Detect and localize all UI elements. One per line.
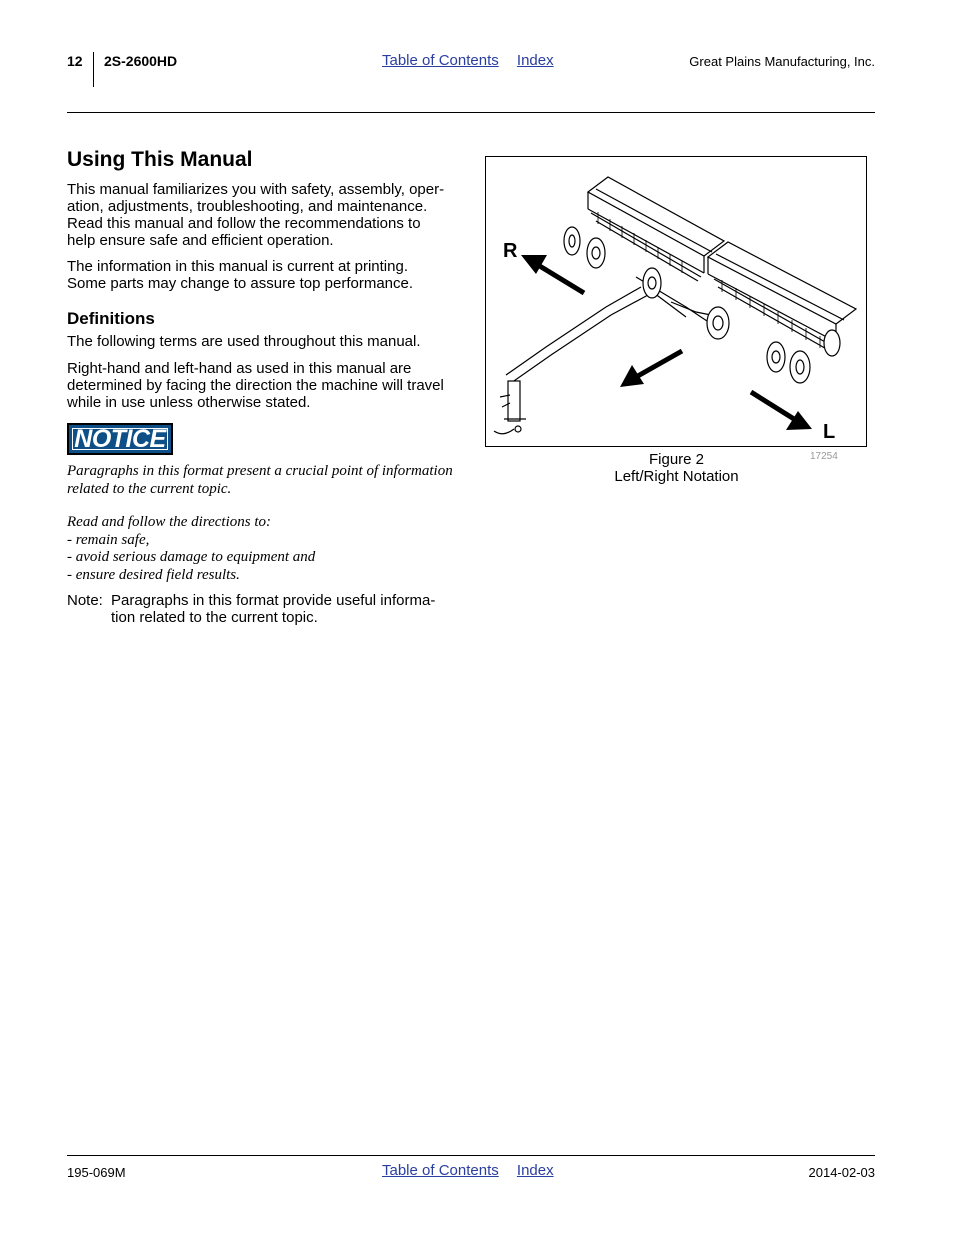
- footer-index-link[interactable]: Index: [516, 1162, 554, 1179]
- drill-illustration: [486, 157, 866, 446]
- notice-line: related to the current topic.: [67, 480, 232, 497]
- notice-line: Paragraphs in this format present a crucial point of information: [67, 463, 453, 479]
- header-divider: [93, 52, 94, 87]
- handedness-paragraph: [67, 360, 459, 411]
- handedness-line: Right-hand and left-hand as used in this manual are: [67, 360, 412, 377]
- intro-line: This manual familiarizes you with safety, assembly, oper-: [67, 181, 445, 198]
- left-label: L: [823, 421, 836, 443]
- footer-toc-link[interactable]: Table of Contents: [382, 1162, 499, 1179]
- page-number: 12: [67, 53, 83, 69]
- header-rule: [67, 112, 875, 113]
- handedness-line: determined by facing the direction the machine will travel: [67, 377, 444, 394]
- intro-line: Read this manual and follow the recommendations to: [67, 215, 421, 232]
- intro-line: help ensure safe and efficient operation.: [67, 232, 334, 249]
- currency-line: Some parts may change to assure top performance.: [67, 275, 414, 292]
- definitions-heading: Definitions: [67, 309, 155, 328]
- figure-caption: [600, 451, 753, 485]
- definitions-intro: [67, 333, 459, 350]
- figure-number: Figure 2: [648, 451, 705, 468]
- footer-nav: [382, 1162, 554, 1179]
- currency-paragraph: [67, 258, 459, 292]
- notice-directions: [67, 514, 467, 584]
- figure-image-number: 17254: [810, 451, 838, 462]
- notice-paragraph: [67, 463, 467, 498]
- note-line: tion related to the current topic.: [111, 609, 318, 626]
- footer-rule: [67, 1155, 875, 1156]
- note-line: Paragraphs in this format provide useful informa-: [111, 592, 436, 609]
- intro-line: ation, adjustments, troubleshooting, and maintenance.: [67, 198, 428, 215]
- handedness-line: while in use unless otherwise stated.: [67, 394, 311, 411]
- header-nav: [382, 52, 554, 69]
- figure-title: Left/Right Notation: [614, 468, 739, 485]
- note-label: Note:: [67, 592, 103, 609]
- header-toc-link[interactable]: Table of Contents: [382, 52, 499, 69]
- note-block: [67, 592, 459, 626]
- model-name: 2S-2600HD: [104, 53, 178, 69]
- notice-label: NOTICE: [74, 424, 166, 453]
- currency-line: The information in this manual is current at printing.: [67, 258, 408, 275]
- intro-paragraph: [67, 181, 459, 249]
- header-index-link[interactable]: Index: [516, 52, 554, 69]
- document-date: 2014-02-03: [808, 1165, 875, 1180]
- directions-line: - ensure desired field results.: [67, 566, 240, 583]
- directions-line: - remain safe,: [67, 531, 150, 548]
- document-code: 195-069M: [67, 1165, 126, 1180]
- company-name: Great Plains Manufacturing, Inc.: [689, 54, 875, 69]
- directions-line: - avoid serious damage to equipment and: [67, 549, 316, 565]
- directions-line: Read and follow the directions to:: [67, 514, 272, 530]
- page-title: Using This Manual: [67, 148, 253, 171]
- notice-badge: [67, 423, 173, 455]
- figure-frame: [485, 156, 867, 447]
- right-label: R: [503, 240, 518, 262]
- definitions-intro-line: The following terms are used throughout this manual.: [67, 333, 421, 350]
